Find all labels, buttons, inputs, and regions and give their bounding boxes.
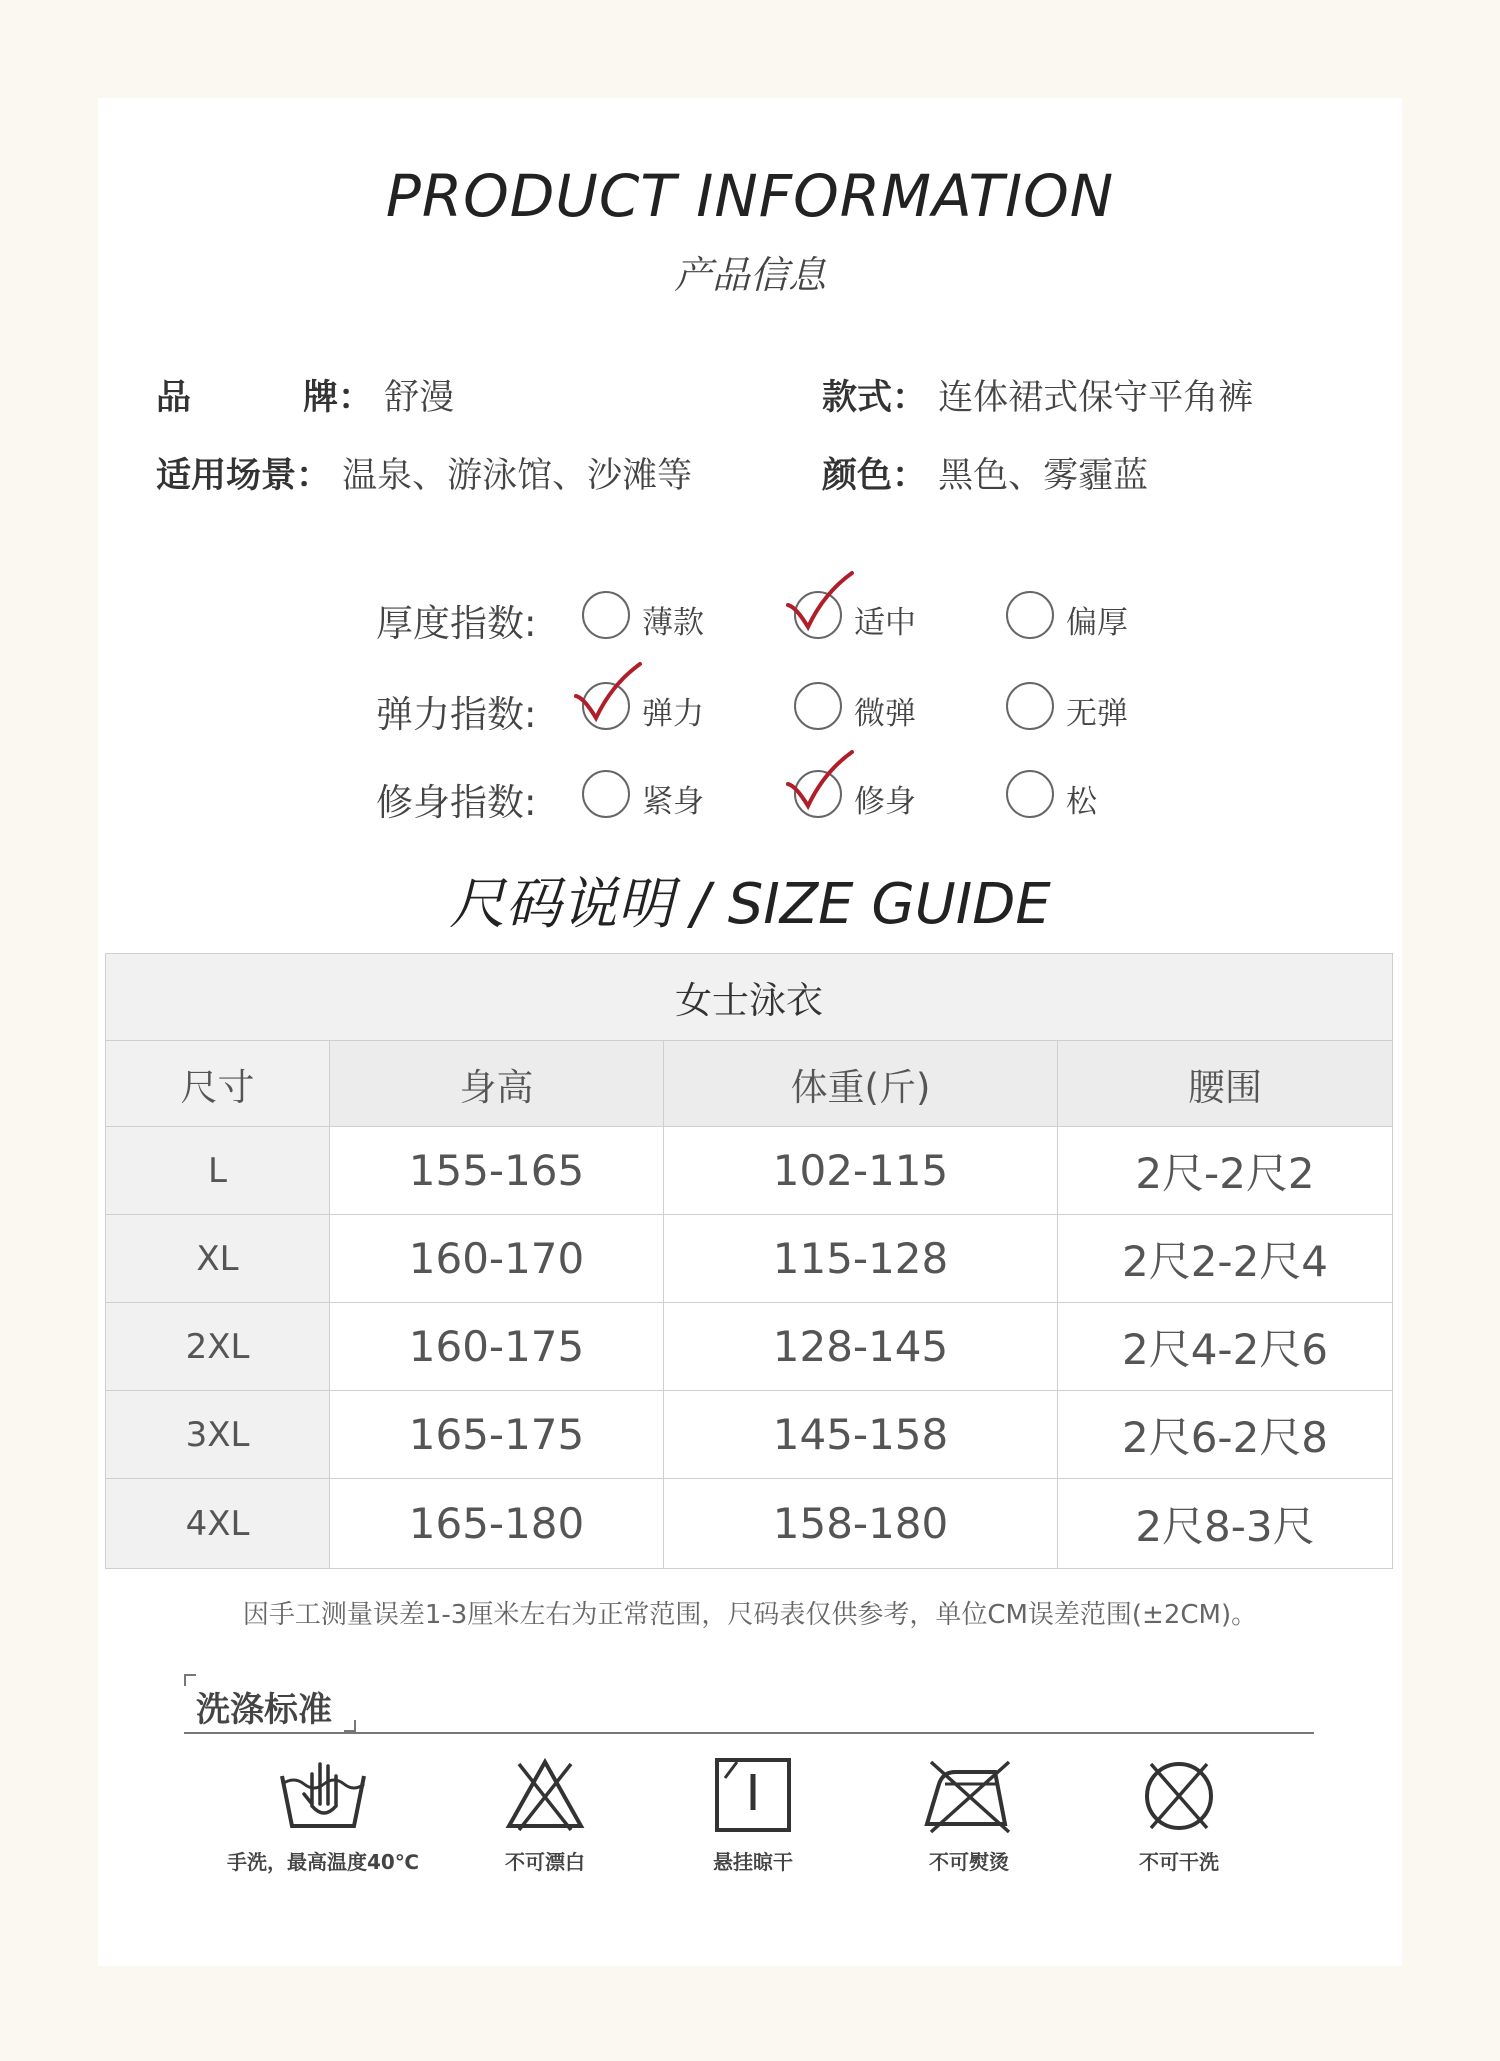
care-no-iron bbox=[854, 1754, 1084, 1875]
table-cell: 102-115 bbox=[664, 1127, 1058, 1215]
scene-value: 温泉、游泳馆、沙滩等 bbox=[342, 456, 693, 496]
index-option-label: 修身 bbox=[854, 784, 916, 820]
column-header: 尺寸 bbox=[106, 1041, 330, 1127]
size-table-caption: 女士泳衣 bbox=[106, 954, 1393, 1041]
table-cell: 165-175 bbox=[330, 1391, 664, 1479]
table-cell: 2尺4-2尺6 bbox=[1058, 1303, 1393, 1391]
index-option-label: 微弹 bbox=[854, 696, 916, 732]
care-no-dry-clean bbox=[1064, 1754, 1294, 1875]
no-bleach-icon bbox=[505, 1754, 585, 1834]
table-cell: XL bbox=[106, 1215, 330, 1303]
table-cell: 2尺-2尺2 bbox=[1058, 1127, 1393, 1215]
table-row bbox=[106, 1391, 1393, 1479]
column-header: 体重(斤) bbox=[664, 1041, 1058, 1127]
product-info-card bbox=[98, 98, 1402, 1966]
table-cell: 2XL bbox=[106, 1303, 330, 1391]
care-hand-wash bbox=[208, 1754, 438, 1875]
table-cell: 2尺6-2尺8 bbox=[1058, 1391, 1393, 1479]
care-label: 不可漂白 bbox=[505, 1850, 585, 1874]
check-mark-icon bbox=[784, 569, 864, 639]
no-iron-icon bbox=[921, 1754, 1017, 1834]
brand-value: 舒漫 bbox=[384, 378, 455, 418]
index-option-label: 弹力 bbox=[642, 696, 704, 732]
size-table-header bbox=[106, 1041, 1393, 1127]
brand-label-b: 牌： bbox=[303, 378, 374, 418]
title-english: PRODUCT INFORMATION bbox=[385, 162, 1115, 230]
index-option-label: 薄款 bbox=[642, 605, 704, 641]
index-option-label: 适中 bbox=[854, 605, 916, 641]
care-no-bleach bbox=[430, 1754, 660, 1875]
index-option-label: 偏厚 bbox=[1066, 605, 1128, 641]
hang-dry-icon bbox=[713, 1754, 793, 1834]
radio-circle-icon[interactable] bbox=[1006, 682, 1054, 730]
radio-circle-icon[interactable] bbox=[1006, 770, 1054, 818]
table-row bbox=[106, 1215, 1393, 1303]
washing-title-box bbox=[184, 1674, 356, 1732]
table-row bbox=[106, 1303, 1393, 1391]
table-row bbox=[106, 1479, 1393, 1569]
table-cell: 3XL bbox=[106, 1391, 330, 1479]
table-cell: 165-180 bbox=[330, 1479, 664, 1569]
index-option-label: 松 bbox=[1066, 784, 1097, 820]
index-option-label: 紧身 bbox=[642, 784, 704, 820]
scene-row bbox=[156, 448, 692, 498]
table-cell: 145-158 bbox=[664, 1391, 1058, 1479]
title-chinese: 产品信息 bbox=[673, 253, 826, 297]
table-cell: 160-170 bbox=[330, 1215, 664, 1303]
size-table bbox=[105, 953, 1393, 1569]
care-label: 悬挂晾干 bbox=[713, 1850, 793, 1874]
column-header: 身高 bbox=[330, 1041, 664, 1127]
index-label: 修身指数: bbox=[376, 781, 537, 824]
table-cell: L bbox=[106, 1127, 330, 1215]
radio-circle-icon[interactable] bbox=[794, 682, 842, 730]
table-cell: 115-128 bbox=[664, 1215, 1058, 1303]
care-hang-dry bbox=[638, 1754, 868, 1875]
size-guide-title: 尺码说明 / SIZE GUIDE bbox=[449, 872, 1051, 937]
table-cell: 128-145 bbox=[664, 1303, 1058, 1391]
table-cell: 155-165 bbox=[330, 1127, 664, 1215]
washing-divider bbox=[184, 1732, 1314, 1734]
scene-label: 适用场景： bbox=[156, 456, 332, 496]
care-label: 不可熨烫 bbox=[929, 1850, 1009, 1874]
no-dry-clean-icon bbox=[1139, 1754, 1219, 1834]
radio-circle-icon[interactable] bbox=[582, 770, 630, 818]
index-label: 弹力指数: bbox=[376, 693, 537, 736]
style-row bbox=[822, 370, 1253, 420]
brand-label-a: 品 bbox=[156, 378, 192, 418]
color-value: 黑色、雾霾蓝 bbox=[938, 456, 1149, 496]
hand-wash-icon bbox=[278, 1754, 368, 1834]
check-mark-icon bbox=[784, 748, 864, 818]
table-cell: 158-180 bbox=[664, 1479, 1058, 1569]
radio-circle-icon[interactable] bbox=[1006, 591, 1054, 639]
brand-row bbox=[156, 370, 454, 420]
care-label: 手洗，最高温度40℃ bbox=[226, 1850, 420, 1874]
radio-circle-icon[interactable] bbox=[582, 591, 630, 639]
table-cell: 2尺2-2尺4 bbox=[1058, 1215, 1393, 1303]
size-table-body bbox=[106, 1127, 1393, 1569]
index-label: 厚度指数: bbox=[376, 602, 537, 645]
table-cell: 4XL bbox=[106, 1479, 330, 1569]
washing-title: 洗涤标准 bbox=[196, 1690, 332, 1730]
color-label: 颜色： bbox=[822, 456, 928, 496]
table-cell: 2尺8-3尺 bbox=[1058, 1479, 1393, 1569]
check-mark-icon bbox=[572, 660, 652, 730]
table-row bbox=[106, 1127, 1393, 1215]
table-cell: 160-175 bbox=[330, 1303, 664, 1391]
column-header: 腰围 bbox=[1058, 1041, 1393, 1127]
color-row bbox=[822, 448, 1148, 498]
style-label: 款式： bbox=[822, 378, 928, 418]
style-value: 连体裙式保守平角裤 bbox=[938, 378, 1254, 418]
index-option-label: 无弹 bbox=[1066, 696, 1128, 732]
measurement-note: 因手工测量误差1-3厘米左右为正常范围，尺码表仅供参考，单位CM误差范围(±2CM)。 bbox=[242, 1600, 1258, 1630]
care-label: 不可干洗 bbox=[1139, 1850, 1219, 1874]
